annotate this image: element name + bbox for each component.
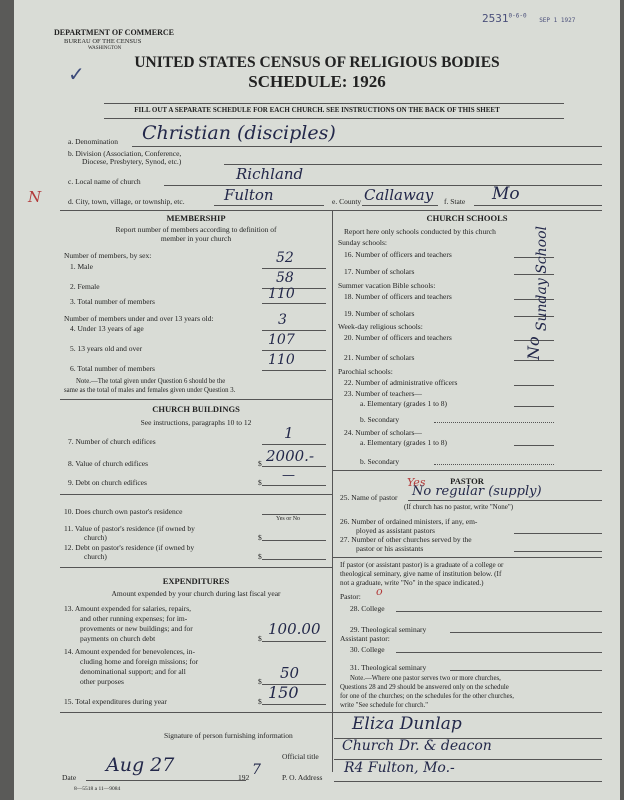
label-q18: 18. Number of officers and teachers	[344, 292, 452, 301]
value-q1[interactable]: 52	[276, 250, 294, 266]
value-year-digit[interactable]: 7	[252, 762, 261, 778]
label-q15: 15. Total expenditures during year	[64, 697, 167, 706]
label-age-intro: Number of members under and over 13 years old:	[64, 314, 214, 323]
receipt-stamp	[482, 12, 575, 25]
label-q21: 21. Number of scholars	[344, 353, 415, 362]
stamp-date: SEP 1 1927	[539, 17, 576, 24]
label-q6: 6. Total number of members	[70, 364, 155, 373]
label-q7: 7. Number of church edifices	[68, 437, 156, 446]
value-q8[interactable]: 2000.-	[266, 447, 315, 465]
stamp-suffix: 0-6-0	[508, 12, 527, 20]
dollar-q13: $	[258, 634, 262, 643]
label-q11: 11. Value of pastor's residence (if owned by	[64, 524, 195, 533]
census-schedule-sheet	[14, 0, 620, 800]
membership-intro-2: member in your church	[160, 234, 232, 243]
membership-note: Note.—The total given under Question 6 should be the	[76, 378, 226, 385]
value-q25[interactable]: No regular (supply)	[412, 484, 542, 499]
expenditures-intro: Amount expended by your church during last fiscal year	[111, 589, 281, 598]
form-instruction: FILL OUT A SEPARATE SCHEDULE FOR EACH CHURCH. SEE INSTRUCTIONS ON THE BACK OF THIS SHEET	[134, 106, 500, 114]
form-subtitle: SCHEDULE: 1926	[248, 72, 386, 91]
label-yes-no: Yes or No	[276, 516, 301, 522]
label-q24: 24. Number of scholars—	[344, 428, 422, 437]
label-q20: 20. Number of officers and teachers	[344, 333, 452, 342]
graduate-note-2: theological seminary, give name of institution below. (If	[340, 570, 502, 578]
value-q5[interactable]: 107	[268, 332, 295, 348]
label-assistant-pastor: Assistant pastor:	[340, 634, 390, 643]
value-q9[interactable]: —	[282, 468, 295, 483]
label-q13-b: and other running expenses; for im-	[80, 614, 188, 623]
label-q26-b: ployed as assistant pastors	[356, 526, 435, 535]
label-q30: 30. College	[350, 645, 385, 654]
label-by-sex: Number of members, by sex:	[64, 251, 152, 260]
label-po-address: P. O. Address	[282, 773, 323, 782]
label-q14: 14. Amount expended for benevolences, in-	[64, 647, 196, 656]
label-q12-b: church)	[84, 552, 107, 561]
value-local-name[interactable]: Richland	[236, 165, 304, 183]
label-division-detail: Diocese, Presbytery, Synod, etc.)	[82, 157, 182, 166]
label-denomination: a. Denomination	[68, 137, 118, 146]
value-city[interactable]: Fulton	[224, 186, 274, 204]
value-q13[interactable]: 100.00	[268, 620, 321, 638]
dollar-q15: $	[258, 697, 262, 706]
label-q16: 16. Number of officers and teachers	[344, 250, 452, 259]
label-signature: Signature of person furnishing information	[164, 731, 293, 740]
label-q23a: a. Elementary (grades 1 to 8)	[360, 399, 448, 408]
form-codes: 8—5518 a 11—9084	[74, 786, 121, 792]
label-q22: 22. Number of administrative officers	[344, 378, 458, 387]
value-signature[interactable]: Eliza Dunlap	[352, 714, 462, 734]
label-vacation-schools: Summer vacation Bible schools:	[338, 281, 436, 290]
value-po-address[interactable]: R4 Fulton, Mo.-	[344, 760, 455, 776]
dollar-q11: $	[258, 533, 262, 542]
label-q23: 23. Number of teachers—	[344, 389, 422, 398]
hw-no: No	[524, 336, 543, 360]
form-title: UNITED STATES CENSUS OF RELIGIOUS BODIES	[134, 54, 500, 71]
label-q9: 9. Debt on church edifices	[68, 478, 147, 487]
label-q14-b: cluding home and foreign missions; for	[80, 657, 199, 666]
pastor-note-3: for one of the churches; on the schedules for the other churches,	[340, 693, 515, 700]
dollar-q8: $	[258, 459, 262, 468]
value-state[interactable]: Mo	[492, 184, 520, 204]
label-q29: 29. Theological seminary	[350, 625, 427, 634]
label-state: f. State	[444, 197, 466, 206]
bureau-city: WASHINGTON	[88, 46, 122, 51]
label-q31: 31. Theological seminary	[350, 663, 427, 672]
label-division: b. Division (Association, Conference,	[68, 149, 182, 158]
graduate-note-3: not a graduate, write "No" in the space indicated.)	[340, 579, 484, 587]
buildings-intro: See instructions, paragraphs 10 to 12	[140, 418, 252, 427]
label-q11-b: church)	[84, 533, 107, 542]
label-q27: 27. Number of other churches served by the	[340, 535, 472, 544]
label-q13: 13. Amount expended for salaries, repairs,	[64, 604, 192, 613]
label-sunday-schools: Sunday schools:	[338, 238, 387, 247]
label-q27-b: pastor or his assistants	[356, 544, 424, 553]
membership-note-2: same as the total of males and females given under Question 3.	[64, 387, 236, 394]
bureau-name: BUREAU OF THE CENSUS	[64, 38, 142, 45]
value-q14[interactable]: 50	[280, 664, 300, 682]
label-q14-d: other purposes	[80, 677, 124, 686]
membership-intro: Report number of members according to definition of	[115, 225, 277, 234]
value-q15[interactable]: 150	[268, 683, 299, 702]
label-pastor: Pastor:	[340, 592, 361, 601]
value-q6[interactable]: 110	[268, 352, 295, 368]
label-q25: 25. Name of pastor	[340, 493, 398, 502]
label-q28: 28. College	[350, 604, 385, 613]
q25-note: (If church has no pastor, write "None")	[404, 503, 514, 511]
label-q24b: b. Secondary	[360, 457, 400, 466]
label-local-name: c. Local name of church	[68, 177, 141, 186]
label-q2: 2. Female	[70, 282, 100, 291]
graduate-note: If pastor (or assistant pastor) is a graduate of a college or	[340, 561, 504, 569]
department-name: DEPARTMENT OF COMMERCE	[54, 28, 175, 37]
pastor-title: PASTOR	[450, 476, 484, 486]
label-city: d. City, town, village, or township, etc.	[68, 197, 185, 206]
pastor-note-4: write "See schedule for church."	[340, 702, 429, 709]
label-official-title: Official title	[282, 752, 319, 761]
label-date: Date	[62, 773, 77, 782]
label-parochial-schools: Parochial schools:	[338, 367, 393, 376]
label-q13-d: payments on church debt	[80, 634, 156, 643]
expenditures-title: EXPENDITURES	[162, 576, 230, 586]
schools-intro: Report here only schools conducted by this church	[344, 227, 496, 236]
label-q13-c: provements or new buildings; and for	[80, 624, 193, 633]
dollar-q9: $	[258, 478, 262, 487]
label-q5: 5. 13 years old and over	[70, 344, 143, 353]
margin-mark: N	[28, 188, 42, 206]
label-q23b: b. Secondary	[360, 415, 400, 424]
hw-sunday-school: Sunday School	[534, 226, 550, 332]
label-q10: 10. Does church own pastor's residence	[64, 507, 183, 516]
value-county[interactable]: Callaway	[364, 186, 434, 204]
value-q4[interactable]: 3	[278, 312, 287, 328]
check-mark: ✓	[68, 64, 85, 86]
value-denomination[interactable]: Christian (disciples)	[142, 122, 336, 144]
label-q19: 19. Number of scholars	[344, 309, 415, 318]
label-q17: 17. Number of scholars	[344, 267, 415, 276]
label-q1: 1. Male	[70, 262, 93, 271]
label-q3: 3. Total number of members	[70, 297, 155, 306]
schools-title: CHURCH SCHOOLS	[426, 213, 508, 223]
label-county: e. County	[332, 197, 362, 206]
label-q4: 4. Under 13 years of age	[70, 324, 144, 333]
dollar-q12: $	[258, 552, 262, 561]
label-q12: 12. Debt on pastor's residence (if owned by	[64, 543, 195, 552]
label-q26: 26. Number of ordained ministers, if any, em-	[340, 517, 478, 526]
pastor-mark: o	[376, 585, 383, 598]
stamp-number: 2531	[482, 12, 509, 25]
value-q7[interactable]: 1	[284, 424, 294, 442]
value-date[interactable]: Aug 27	[106, 754, 175, 776]
dollar-q14: $	[258, 677, 262, 686]
label-weekday-schools: Week-day religious schools:	[338, 322, 423, 331]
value-q3[interactable]: 110	[268, 286, 295, 302]
pastor-note: Note.—Where one pastor serves two or more churches,	[350, 675, 501, 682]
membership-title: MEMBERSHIP	[166, 213, 226, 223]
label-q14-c: denominational support; and for all	[80, 667, 186, 676]
pastor-note-2: Questions 28 and 29 should be answered only on the schedule	[340, 684, 509, 691]
label-year: 192	[238, 773, 250, 782]
value-q25-yes[interactable]: Yes	[407, 476, 426, 489]
value-official-title[interactable]: Church Dr. & deacon	[342, 738, 492, 754]
label-q24a: a. Elementary (grades 1 to 8)	[360, 438, 448, 447]
value-q2[interactable]: 58	[276, 270, 294, 286]
buildings-title: CHURCH BUILDINGS	[152, 404, 240, 414]
label-q8: 8. Value of church edifices	[68, 459, 149, 468]
